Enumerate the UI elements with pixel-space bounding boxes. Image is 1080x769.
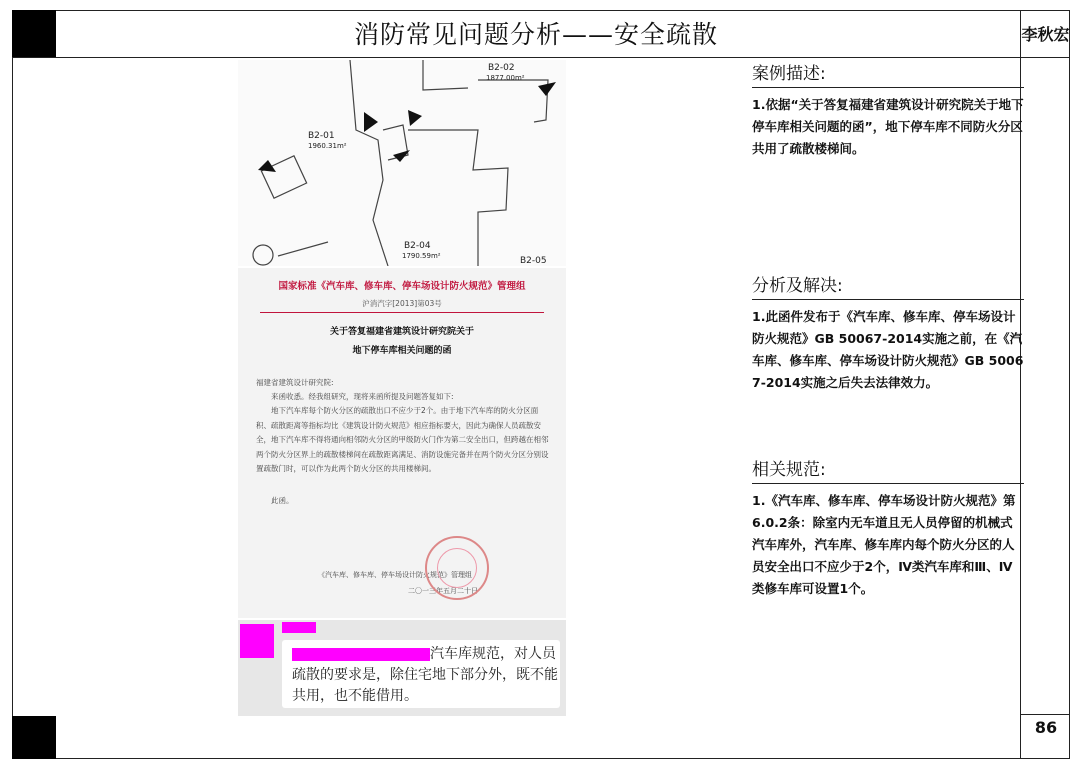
zone-b2-05-id: B2-05: [520, 256, 547, 266]
redacted-avatar: [240, 624, 274, 658]
letter-signature: 《汽车库、修车库、停车场设计防火规范》管理组: [318, 571, 472, 579]
floor-plan-image: [238, 60, 566, 266]
page-number: 86: [1034, 718, 1058, 737]
zone-b2-01-id: B2-01: [308, 131, 335, 141]
page-number-rule: [1020, 714, 1070, 715]
letter-red-rule: [260, 312, 544, 313]
chat-message: [292, 644, 558, 707]
case-description-body: 1.依据“关于答复福建省建筑设计研究院关于地下停车库相关问题的函”，地下停车库不同防火分区共用了疏散楼梯间。: [752, 97, 1024, 156]
chat-line-1: 汽车库规范，对人员: [430, 646, 556, 662]
header-rule: [12, 57, 1070, 58]
footer-corner-block: [12, 716, 56, 759]
case-description-heading: 案例描述:: [752, 62, 1024, 88]
letter-title-line2: 地下停车库相关问题的函: [352, 346, 452, 356]
zone-b2-02-area: 1877.00m²: [486, 74, 525, 82]
author-name: 李秋宏: [1021, 25, 1070, 44]
redacted-text: [292, 648, 430, 661]
analysis-section: [752, 274, 1024, 394]
letter-date: 二〇一三年五月二十日: [408, 587, 478, 595]
redacted-username: [282, 622, 316, 633]
letter-org: 国家标准《汽车库、修车库、停车场设计防火规范》管理组: [278, 281, 526, 292]
analysis-body: 1.此函件发布于《汽车库、修车库、停车场设计防火规范》GB 50067-2014实施之前，在《汽车库、修车库、停车场设计防火规范》GB 50067-2014实施之后失去法律效力。: [752, 309, 1024, 390]
letter-title-line1: 关于答复福建省建筑设计研究院关于: [329, 327, 474, 337]
letter-paragraph-1: 来函收悉。经我组研究，现将来函所提及问题答复如下:: [271, 392, 454, 401]
chat-line-rest: 疏散的要求是，除住宅地下部分外，既不能共用，也不能借用。: [292, 667, 558, 704]
zone-b2-04-area: 1790.59m²: [402, 252, 441, 260]
red-seal: [425, 536, 489, 600]
header-corner-block: [12, 10, 56, 57]
related-codes-section: [752, 458, 1024, 600]
zone-b2-04-id: B2-04: [404, 241, 431, 251]
letter-paragraph-3: 此函。: [271, 496, 294, 505]
floor-plan-drawing: [238, 60, 566, 266]
page-title: 消防常见问题分析——安全疏散: [353, 20, 718, 49]
official-letter-image: [238, 268, 566, 618]
zone-b2-01-area: 1960.31m²: [308, 142, 347, 150]
letter-paragraph-2: 地下汽车库每个防火分区的疏散出口不应少于2个。由于地下汽车库的防火分区面积、疏散距离等指标均比《建筑设计防火规范》相应指标要大，因此为确保人员疏散安全，地下汽车库不得将通向相邻防火分区的甲级防火门作为第二安全出口，但跨越在相邻两个防火分区界上的疏散楼梯间在疏散距离满足、消防设施完备并在两个防火分区分别设置疏散门时，可以作为此两个防火分区的共用楼梯间。: [256, 406, 549, 473]
letter-ref: 沪消汽字[2013]第03号: [362, 299, 442, 308]
case-description-section: [752, 62, 1024, 160]
related-codes-heading: 相关规范:: [752, 458, 1024, 484]
zone-b2-02-id: B2-02: [488, 63, 515, 73]
analysis-heading: 分析及解决:: [752, 274, 1024, 300]
related-codes-body: 1.《汽车库、修车库、停车场设计防火规范》第6.0.2条：除室内无车道且无人员停留的机械式汽车库外，汽车库、修车库内每个防火分区的人员安全出口不应少于2个，Ⅳ类汽车库和Ⅲ、Ⅳ类修车库可设置1个。: [752, 493, 1016, 596]
letter-salutation: 福建省建筑设计研究院:: [256, 378, 334, 387]
